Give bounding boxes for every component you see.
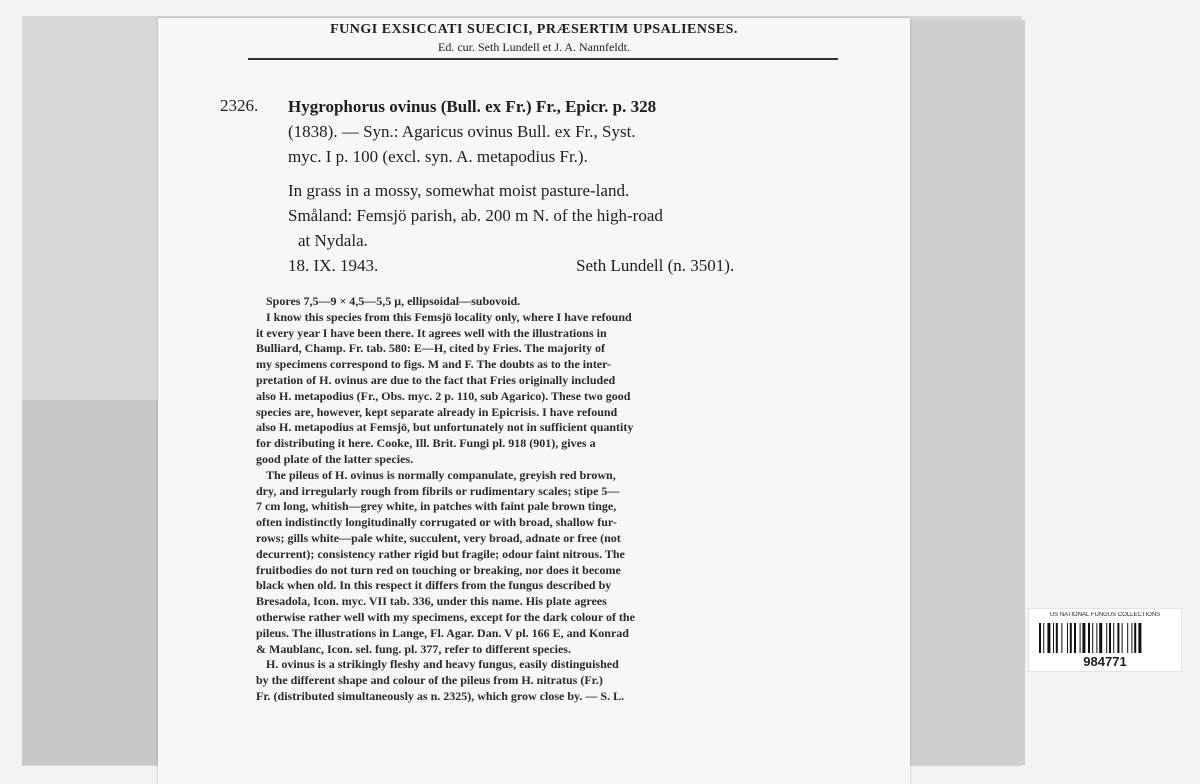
habitat-text: In grass in a mossy, somewhat moist pasture-land. [288,181,630,200]
label-editors: Ed. cur. Seth Lundell et J. A. Nannfeldt. [438,40,630,54]
notes-line: also H. metapodius at Femsjö, but unfortunately not in sufficient quantity [256,420,634,435]
barcode-bar [1067,623,1068,653]
notes-line: Spores 7,5—9 × 4,5—5,5 μ, ellipsoidal—subovoid. [266,294,521,308]
barcode-bar [1080,623,1081,653]
barcode-bar [1056,623,1058,653]
barcode-bar [1122,623,1123,653]
barcode-bar [1074,623,1076,653]
collector-name: Seth Lundell (n. 3501). [576,256,735,275]
barcode-bar [1070,623,1072,653]
barcode-bar [1131,623,1132,653]
notes-block [256,294,846,705]
barcode-bar [1106,623,1107,653]
barcode-bar [1043,623,1044,653]
notes-line: species are, however, kept separate already in Epicrisis. I have refound [256,404,618,419]
notes-line: for distributing it here. Cooke, Ill. Brit. Fungi pl. 918 (901), gives a [256,436,596,451]
barcode-bar [1127,623,1128,653]
notes-line: dry, and irregularly rough from fibrils or rudimentary scales; stipe 5— [256,483,620,498]
sheet-shadow-right [905,20,1025,765]
barcode-bar [1082,623,1085,653]
barcode-bar [1061,623,1062,653]
barcode-bar [1053,623,1054,653]
barcode-bar [1088,623,1090,653]
taxon-line: myc. I p. 100 (excl. syn. A. metapodius Fr.). [288,147,588,166]
notes-line: often indistinctly longitudinally corrugated or with broad, shallow fur- [256,515,617,530]
notes-line: also H. metapodius (Fr., Obs. myc. 2 p. 110, sub Agarico). These two good [256,388,631,403]
exsiccata-number: 2326. [220,96,259,115]
notes-line: pileus. The illustrations in Lange, Fl. Agar. Dan. V pl. 166 E, and Konrad [256,625,629,640]
notes-line: it every year I have been there. It agrees well with the illustrations in [256,325,607,340]
barcode-bar [1047,623,1050,653]
notes-line: pretation of H. ovinus are due to the fact that Fries originally included [256,372,616,387]
notes-line: black when old. In this respect it differs from the fungus described by [256,578,612,593]
specimen-label [158,18,910,784]
notes-line: by the different shape and colour of the pileus from H. nitratus (Fr.) [256,673,603,688]
notes-line: my specimens correspond to figs. M and F. The doubts as to the inter- [256,357,612,372]
notes-line: decurrent); consistency rather rigid but fragile; odour faint nitrous. The [256,546,625,561]
locality-text: at Nydala. [298,231,368,250]
notes-line: otherwise rather well with my specimens, except for the dark colour of the [256,609,635,624]
notes-line: H. ovinus is a strikingly fleshy and heavy fungus, easily distinguished [266,657,619,672]
sheet-shadow-left [22,400,162,765]
taxon-line: Hygrophorus ovinus (Bull. ex Fr.) Fr., Epicr. p. 328 [288,97,657,116]
header-divider [248,58,838,60]
notes-line: rows; gills white—pale white, succulent, very broad, adnate or free (not [256,530,621,545]
notes-line: I know this species from this Femsjö locality only, where I have refound [266,309,632,324]
barcode-sticker [1028,608,1182,672]
notes-line: good plate of the latter species. [256,451,414,466]
notes-line: Bresadola, Icon. myc. VII tab. 336, under this name. His plate agrees [256,594,607,609]
collection-date: 18. IX. 1943. [288,256,379,275]
barcode-bar [1109,623,1111,653]
barcode-institution: US NATIONAL FUNGUS COLLECTIONS [1049,612,1161,618]
notes-line: fruitbodies do not turn red on touching or breaking, nor does it become [256,562,621,577]
locality-block [288,178,848,253]
taxon-citation [288,94,848,169]
barcode-bar [1039,623,1041,653]
notes-line: Fr. (distributed simultaneously as n. 2325), which grow close by. — S. L. [256,688,625,703]
notes-line: The pileus of H. ovinus is normally companulate, greyish red brown, [266,467,616,482]
label-series-title: FUNGI EXSICCATI SUECICI, PRÆSERTIM UPSALIENSES. [330,22,738,37]
notes-line: & Maublanc, Icon. sel. fung. pl. 377, refer to different species. [256,641,571,656]
barcode-bar [1096,623,1097,653]
notes-line: 7 cm long, whitish—grey white, in patches with faint pale brown tinge, [256,499,617,514]
notes-line: Bulliard, Champ. Fr. tab. 580: E—H, cited by Fries. The majority of [256,341,605,356]
taxon-line: (1838). — Syn.: Agaricus ovinus Bull. ex Fr., Syst. [288,122,636,141]
barcode-bar [1134,623,1136,653]
barcode-bars [1039,623,1171,653]
barcode-bar [1092,623,1093,653]
locality-text: Småland: Femsjö parish, ab. 200 m N. of the high-road [288,206,663,225]
barcode-bar [1099,623,1102,653]
barcode-number: 984771 [1083,654,1127,669]
barcode-bar [1113,623,1114,653]
barcode-bar [1117,623,1119,653]
barcode-bar [1138,623,1141,653]
